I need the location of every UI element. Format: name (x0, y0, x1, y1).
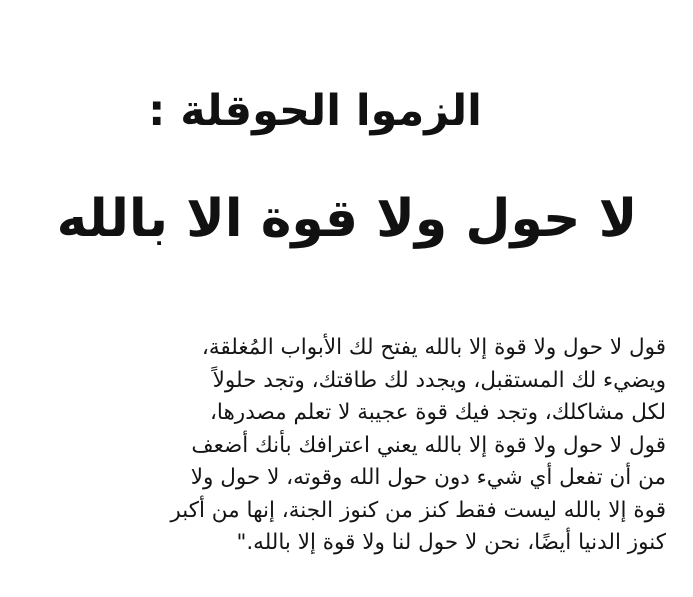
body-paragraph (66, 332, 666, 560)
body-line: لكل مشاكلك، وتجد فيك قوة عجيبة لا تعلم مصدرها، (209, 400, 666, 425)
heading-phrase: لا حول ولا قوة الا بالله (56, 189, 638, 249)
body-line: من أن تفعل أي شيء دون حول الله وقوته، لا حول ولا (190, 465, 666, 490)
heading-title: الزموا الحوقلة : (148, 86, 482, 136)
body-line: قول لا حول ولا قوة إلا بالله يعني اعترافك بأنك أضعف (191, 432, 666, 458)
body-line: قوة إلا بالله ليست فقط كنز من كنوز الجنة، إنها من أكبر (170, 497, 666, 523)
body-line: كنوز الدنيا أيضًا، نحن لا حول لنا ولا قوة إلا بالله." (236, 530, 666, 555)
body-line: قول لا حول ولا قوة إلا بالله يفتح لك الأبواب المُغلقة، (201, 335, 666, 360)
body-line: ويضيء لك المستقبل، ويجدد لك طاقتك، وتجد حلولاً (212, 367, 666, 393)
